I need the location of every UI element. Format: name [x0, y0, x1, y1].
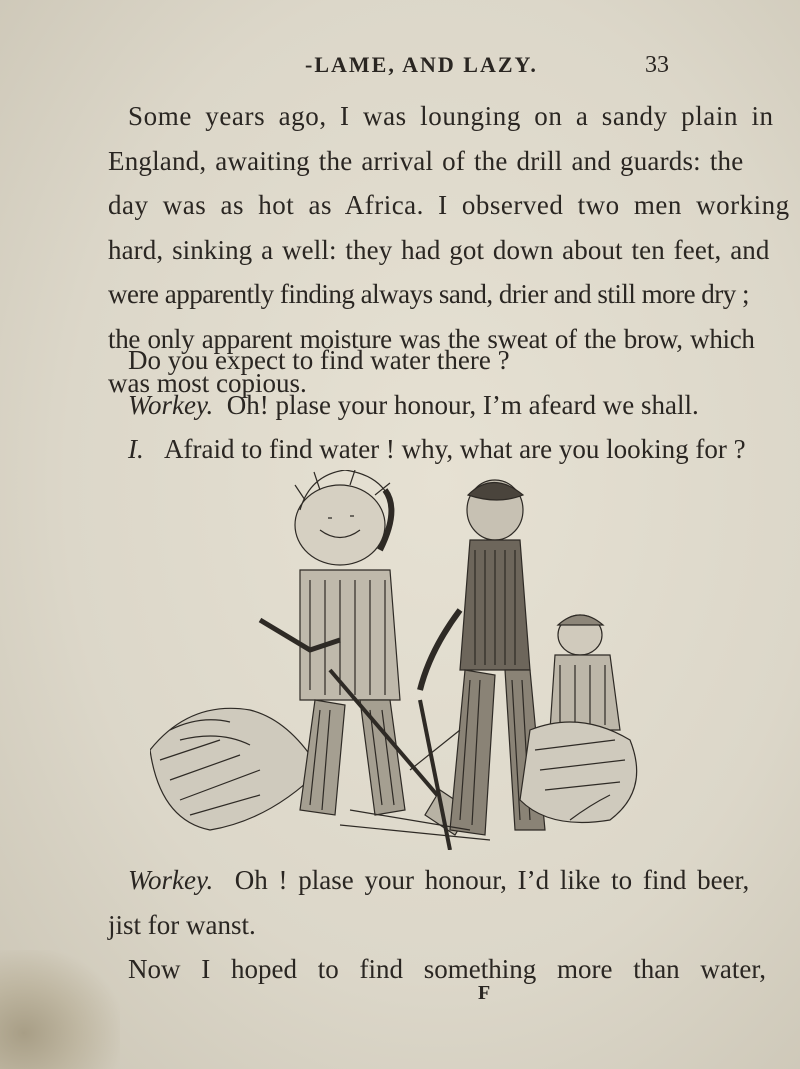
speaker-label: I. [128, 434, 144, 464]
speaker-label: Workey. [128, 865, 214, 895]
text-line: Now I hoped to find something more than water, [128, 954, 767, 984]
running-title: -LAME, AND LAZY. [305, 52, 538, 77]
question-line: Do you expect to find water there ? [128, 345, 510, 375]
dialogue-block-2 [108, 858, 767, 992]
dialogue-text: Oh! plase your honour, I’m afeard we shall. [226, 389, 699, 420]
page-header [0, 50, 800, 84]
speaker-label: Workey. [128, 389, 214, 420]
dialogue-text: Oh ! plase your honour, I’d like to find beer, [234, 865, 750, 895]
dialogue-text: Afraid to find water ! why, what are you looking for ? [164, 434, 746, 464]
text-line: were apparently finding always sand, drier and still more dry ; [108, 279, 750, 309]
text-line: day was as hot as Africa. I observed two men working [108, 190, 790, 220]
signature-mark: F [478, 982, 491, 1004]
engraving-two-workmen-digging-well-icon [150, 470, 650, 850]
text-line: England, awaiting the arrival of the drill and guards: the [108, 145, 744, 176]
narrator-reply-line [108, 427, 746, 472]
page-stain [0, 950, 120, 1069]
text-line: hard, sinking a well: they had got down about ten feet, and [108, 234, 770, 265]
text-line: was most copious. [108, 368, 307, 398]
text-line: the only apparent moisture was the sweat of the brow, which [108, 323, 755, 354]
text-line: Some years ago, I was lounging on a sandy plain in [128, 101, 774, 131]
workey-reply-line [108, 858, 750, 903]
workey-reply-line [108, 383, 700, 428]
page-number: 33 [645, 52, 669, 78]
text-line: jist for wanst. [108, 909, 256, 940]
